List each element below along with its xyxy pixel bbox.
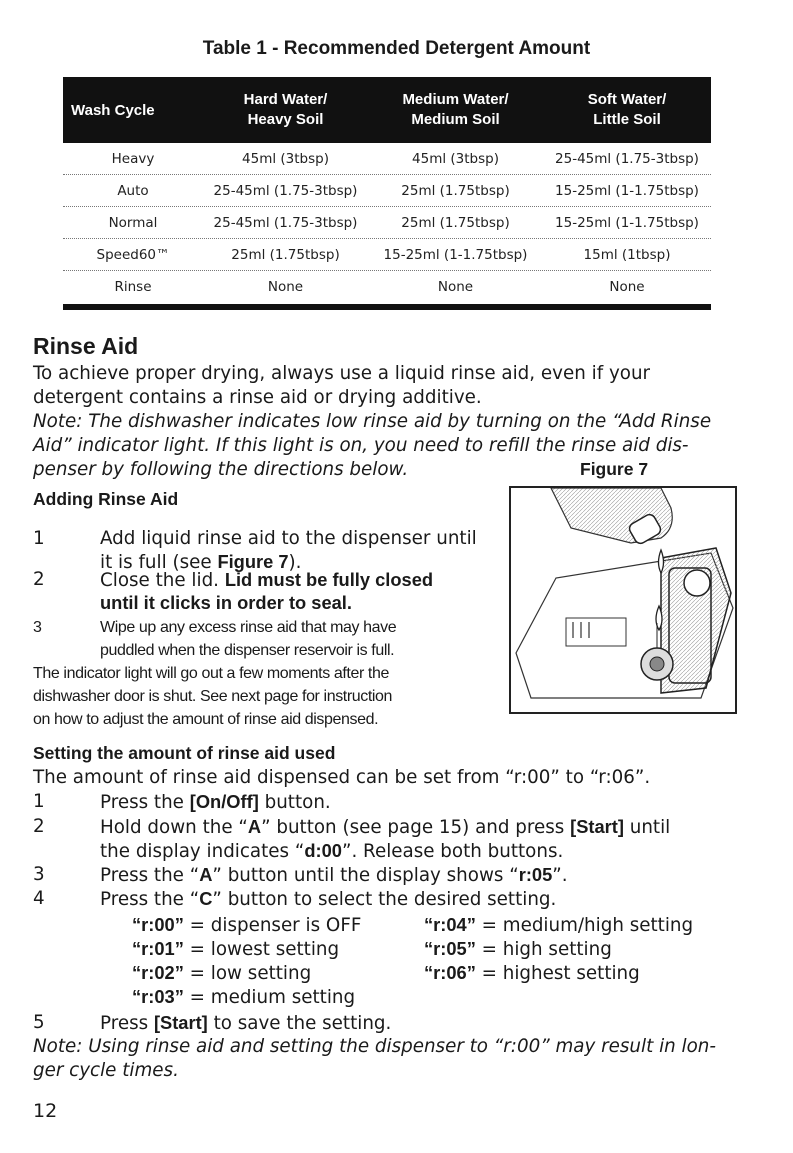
setting-note — [33, 1035, 743, 1083]
rinse-aid-intro — [33, 362, 743, 410]
step-text: ”. Release both buttons. — [341, 841, 564, 862]
setting-option: “r:00” = dispenser is OFF — [132, 914, 362, 936]
table-cell: None — [267, 278, 304, 295]
table-cell: 25ml (1.75tbsp) — [401, 214, 510, 231]
setting-desc: = highest setting — [475, 963, 640, 984]
setting-amount-heading: Setting the amount of rinse aid used — [33, 743, 336, 763]
setting-code: r:06 — [433, 962, 467, 983]
step-text: Wipe up any excess rinse aid that may have — [100, 619, 397, 636]
table-cell: 25ml (1.75tbsp) — [401, 182, 510, 199]
table-cell: 15-25ml (1-1.75tbsp) — [555, 182, 699, 199]
table-cell: Normal — [108, 214, 158, 231]
text-line: penser by following the directions below. — [33, 459, 409, 480]
table-cell: 15-25ml (1-1.75tbsp) — [383, 246, 528, 263]
table-cell: 45ml (3tbsp) — [412, 150, 499, 167]
table-cell: 25-45ml (1.75-3tbsp) — [213, 182, 358, 199]
table-cell: Auto — [117, 182, 149, 199]
step-text: Press — [100, 1013, 154, 1034]
header-label: Heavy Soil — [247, 111, 324, 128]
rinse-aid-heading: Rinse Aid — [33, 333, 139, 359]
header-hard-water — [203, 77, 368, 143]
text-line: The indicator light will go out a few moments after the — [33, 665, 389, 682]
table-bottom-rule — [63, 304, 711, 310]
setting-desc: = medium setting — [183, 987, 356, 1008]
setting-option: “r:02” = low setting — [132, 962, 312, 984]
step-text: Hold down the “ — [100, 817, 248, 838]
table-row — [63, 271, 711, 302]
setting-desc: = medium/high setting — [475, 915, 694, 936]
header-label: Medium Water/ — [402, 91, 509, 108]
header-label: Medium Soil — [411, 111, 500, 128]
setting-option: “r:05” = high setting — [424, 938, 612, 960]
button-ref: C — [199, 888, 213, 909]
step-text: to save the setting. — [207, 1013, 392, 1034]
text-line: ger cycle times. — [33, 1060, 179, 1081]
step-number: 2 — [33, 816, 45, 837]
header-soft-water — [543, 77, 711, 143]
text-line: dishwasher door is shut. See next page for instruction — [33, 688, 393, 705]
setting-code: r:00 — [141, 914, 175, 935]
setting-desc: = lowest setting — [183, 939, 340, 960]
display-code: r:05 — [518, 864, 553, 885]
step-text: ” button to select the desired setting. — [212, 889, 557, 910]
setting-desc: = high setting — [475, 939, 612, 960]
step-text: ”. — [552, 865, 568, 886]
step-number: 1 — [33, 791, 45, 812]
step-text: Press the “ — [100, 889, 200, 910]
drop-icon — [659, 550, 664, 573]
step-text: Close the lid. — [100, 570, 225, 591]
step-text: the display indicates “ — [100, 841, 305, 862]
button-ref: A — [247, 816, 262, 837]
button-ref: A — [199, 864, 213, 885]
step-number: 3 — [33, 864, 45, 885]
setting-option: “r:03” = medium setting — [132, 986, 356, 1008]
start-button-ref: [Start] — [570, 816, 624, 837]
rinse-aid-dispenser-illustration — [511, 488, 735, 712]
page-number: 12 — [33, 1100, 58, 1122]
table-cell: 45ml (3tbsp) — [242, 150, 329, 167]
text-line: Aid” indicator light. If this light is on, you need to refill the rinse aid dis- — [33, 435, 689, 456]
table-row — [63, 175, 711, 207]
table-title: Table 1 - Recommended Detergent Amount — [202, 38, 591, 59]
setting-desc: = dispenser is OFF — [183, 915, 362, 936]
adding-rinse-aid-heading: Adding Rinse Aid — [33, 489, 179, 509]
setting-option: “r:04” = medium/high setting — [424, 914, 694, 936]
step-number: 2 — [33, 569, 45, 590]
table-cell: 15ml (1tbsp) — [583, 246, 671, 263]
on-off-button-ref: [On/Off] — [189, 791, 259, 812]
step-text: ” button until the display shows “ — [212, 865, 519, 886]
step-text: ” button (see page 15) and press — [261, 817, 571, 838]
table-cell: Rinse — [114, 278, 152, 295]
detergent-table — [63, 77, 711, 310]
step-text: puddled when the dispenser reservoir is full. — [100, 642, 395, 659]
step-text: button. — [258, 792, 331, 813]
setting-code: r:01 — [141, 938, 175, 959]
detergent-slot — [566, 618, 626, 646]
text-line: detergent contains a rinse aid or drying additive. — [33, 387, 482, 408]
table-row — [63, 207, 711, 239]
figure-label: Figure 7 — [580, 459, 649, 479]
table-row — [63, 143, 711, 175]
header-label: Little Soil — [593, 111, 661, 128]
figure-ref: Figure 7 — [217, 551, 289, 572]
setting-code: r:05 — [433, 938, 467, 959]
display-code: d:00 — [304, 840, 342, 861]
step-number: 3 — [33, 619, 42, 636]
table-cell: Heavy — [111, 150, 155, 167]
step-text: ). — [288, 552, 302, 573]
figure-7-illustration — [509, 486, 737, 714]
header-medium-water — [368, 77, 543, 143]
setting-code: r:03 — [141, 986, 175, 1007]
step-emphasis: Lid must be fully closed — [224, 569, 434, 590]
header-label: Hard Water/ — [243, 91, 328, 108]
step-text: Add liquid rinse aid to the dispenser until — [100, 528, 477, 549]
setting-code: r:04 — [433, 914, 467, 935]
indicator-paragraph — [33, 662, 503, 731]
step-text: it is full (see — [100, 552, 218, 573]
text-line: on how to adjust the amount of rinse aid dispensed. — [33, 711, 379, 728]
table-cell: 15-25ml (1-1.75tbsp) — [555, 214, 699, 231]
text-line: To achieve proper drying, always use a liquid rinse aid, even if your — [33, 363, 651, 384]
step-number: 5 — [33, 1012, 45, 1033]
table-cell: Speed60™ — [96, 246, 170, 263]
setting-option: “r:06” = highest setting — [424, 962, 640, 984]
setting-code: r:02 — [141, 962, 175, 983]
text-line: Note: Using rinse aid and setting the dispenser to “r:00” may result in lon- — [33, 1036, 716, 1057]
start-button-ref: [Start] — [153, 1012, 208, 1033]
table-cell: 25ml (1.75tbsp) — [231, 246, 340, 263]
table-cell: None — [437, 278, 474, 295]
header-label: Wash Cycle — [71, 101, 155, 119]
fill-opening-center — [650, 657, 664, 671]
setting-intro: The amount of rinse aid dispensed can be set from “r:00” to “r:06”. — [33, 767, 651, 788]
step-text: Press the “ — [100, 865, 200, 886]
step-number: 1 — [33, 528, 45, 549]
header-label: Soft Water/ — [587, 91, 667, 108]
setting-option: “r:01” = lowest setting — [132, 938, 340, 960]
step-number: 4 — [33, 888, 45, 909]
step-emphasis: until it clicks in order to seal. — [100, 592, 352, 613]
step-text: until — [623, 817, 671, 838]
header-wash-cycle — [63, 77, 203, 143]
table-header-row — [63, 77, 711, 143]
table-row — [63, 239, 711, 271]
text-line: Note: The dishwasher indicates low rinse aid by turning on the “Add Rinse — [33, 411, 712, 432]
step-text: Press the — [100, 792, 190, 813]
table-cell: 25-45ml (1.75-3tbsp) — [213, 214, 358, 231]
table-cell: None — [609, 278, 645, 295]
reservoir-cap — [684, 570, 710, 596]
setting-desc: = low setting — [183, 963, 312, 984]
table-cell: 25-45ml (1.75-3tbsp) — [555, 150, 699, 167]
